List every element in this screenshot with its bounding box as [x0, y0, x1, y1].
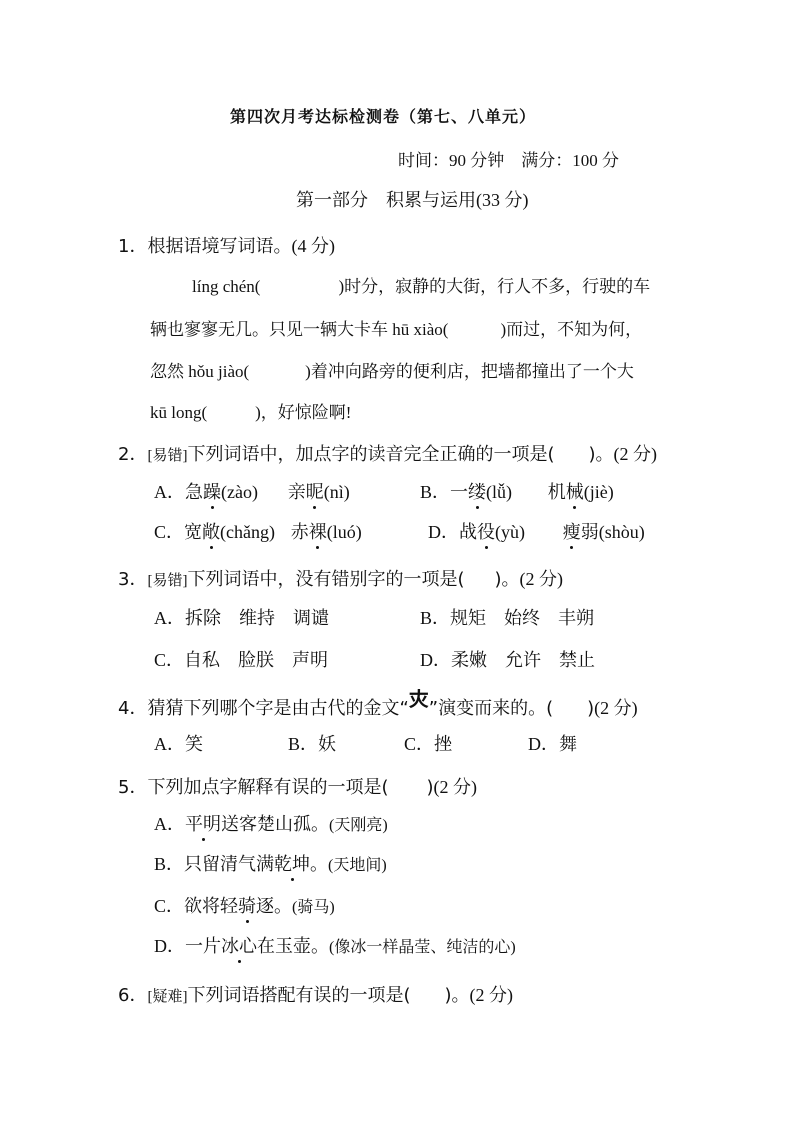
stem-close: )。 — [444, 985, 470, 1006]
q3-option-c[interactable] — [154, 646, 328, 672]
option-letter: C． — [154, 896, 185, 916]
word: 弱 — [580, 522, 599, 543]
pinyin: (zào) — [221, 482, 258, 502]
dotted-char: 裸 — [309, 518, 327, 544]
stem-close: )。 — [588, 444, 614, 465]
option-letter: D． — [428, 522, 459, 542]
question-points: (2 分) — [594, 698, 638, 718]
option-letter: D． — [528, 734, 559, 754]
gloss: (天刚亮) — [329, 817, 388, 834]
question-stem: 下列词语搭配有误的一项是( — [187, 985, 411, 1006]
line-text: )时分，寂静的大街，行人不多，行驶的车 — [338, 277, 651, 296]
difficulty-tag: [易错] — [147, 573, 188, 589]
question-number: 6． — [118, 985, 148, 1006]
option-text: 舞 — [559, 734, 577, 755]
dotted-chars: 冰心 — [221, 932, 257, 958]
option-text: 自私 脸朕 声明 — [184, 650, 329, 671]
question-number: 5． — [118, 777, 148, 798]
gloss: (天地间) — [328, 857, 387, 874]
word: 战 — [459, 522, 477, 543]
line-text: )，好惊险啊! — [255, 403, 352, 422]
exam-title: 第四次月考达标检测卷（第七、八单元） — [230, 107, 537, 126]
option-letter: A． — [154, 482, 185, 502]
question-2 — [118, 440, 657, 466]
word: 亲 — [287, 482, 306, 503]
line-text: 辆也寥寥无几。只见一辆大卡车 hū xiào( — [150, 320, 449, 339]
question-number: 3． — [118, 569, 148, 590]
q5-option-d[interactable] — [154, 932, 516, 958]
option-letter: C． — [404, 734, 435, 754]
q1-line-2 — [150, 315, 642, 340]
option-letter: B． — [288, 734, 319, 754]
question-points: (2 分) — [613, 444, 658, 464]
option-text: 只留清气满 — [184, 854, 275, 875]
question-points: (2 分) — [433, 777, 478, 797]
q1-line-3 — [150, 357, 634, 382]
q2-option-b[interactable] — [420, 478, 614, 504]
question-5 — [118, 773, 477, 799]
line-text: kū long( — [150, 403, 208, 422]
option-letter: A． — [154, 734, 185, 754]
q2-option-d[interactable] — [428, 518, 645, 544]
line-text: líng chén( — [192, 277, 261, 296]
option-text: 在玉壶。 — [257, 936, 329, 957]
word: 宽 — [184, 522, 203, 543]
option-letter: C． — [154, 650, 185, 670]
pinyin: (chǎng) — [220, 522, 275, 542]
dotted-char: 瘦 — [563, 518, 581, 544]
pinyin: (shòu) — [598, 522, 645, 542]
option-letter: A． — [154, 608, 185, 628]
difficulty-tag: [易错] — [147, 448, 188, 464]
option-text: 笑 — [185, 734, 203, 755]
dotted-char: 昵 — [306, 478, 324, 504]
word: 机 — [547, 482, 566, 503]
q3-option-d[interactable] — [420, 646, 595, 672]
pinyin: (yù) — [495, 522, 525, 542]
option-text: 规矩 始终 丰朔 — [450, 608, 595, 629]
dotted-char: 械 — [566, 478, 584, 504]
option-letter: C． — [154, 522, 185, 542]
question-number: 1． — [118, 236, 148, 257]
q4-option-d[interactable] — [528, 730, 577, 756]
stem-close: ) — [587, 698, 595, 719]
dotted-chars: 平明 — [185, 810, 221, 836]
dotted-char: 敞 — [202, 518, 220, 544]
stem-close: )。 — [494, 569, 520, 590]
q5-option-c[interactable] — [154, 892, 335, 918]
question-4 — [118, 687, 638, 720]
option-letter: D． — [420, 650, 451, 670]
stem-close: ) — [426, 777, 434, 798]
line-text: )而过，不知为何， — [500, 320, 643, 339]
pinyin: (luó) — [326, 522, 362, 542]
word: 急 — [185, 482, 203, 503]
q4-option-a[interactable] — [154, 730, 203, 756]
question-stem: 根据语境写词语。 — [147, 236, 292, 257]
option-text: 欲将轻 — [184, 896, 239, 917]
option-letter: B． — [154, 854, 185, 874]
q1-line-1 — [192, 272, 650, 297]
q4-option-b[interactable] — [288, 730, 336, 756]
exam-meta: 时间：90 分钟 满分：100 分 — [398, 151, 619, 170]
section-heading: 第一部分 积累与运用(33 分) — [296, 190, 529, 210]
option-text: 挫 — [434, 734, 453, 755]
option-text: 送客楚山孤。 — [221, 814, 329, 835]
option-text: 拆除 维持 调谴 — [185, 608, 329, 629]
question-1 — [118, 232, 335, 258]
option-text: 妖 — [318, 734, 337, 755]
word: 赤 — [290, 522, 309, 543]
q4-option-c[interactable] — [404, 730, 452, 756]
pinyin: (lǚ) — [486, 482, 513, 502]
q2-option-c[interactable] — [154, 518, 362, 544]
q3-option-b[interactable] — [420, 604, 594, 630]
question-number: 4． — [118, 698, 148, 719]
option-letter: B． — [420, 608, 451, 628]
question-stem: 猜猜下列哪个字是由古代的金文“ — [147, 698, 409, 719]
difficulty-tag: [疑难] — [147, 989, 188, 1005]
question-points: (2 分) — [519, 569, 564, 589]
question-6 — [118, 981, 513, 1007]
dotted-chars: 乾坤 — [274, 850, 310, 876]
dotted-char: 役 — [477, 518, 495, 544]
question-stem: ”演变而来的。( — [428, 698, 554, 719]
bronze-script-glyph-image: 𡗜 — [408, 687, 429, 711]
q5-option-b[interactable] — [154, 850, 387, 876]
option-text: 柔嫩 允许 禁止 — [451, 650, 595, 671]
question-stem: 下列加点字解释有误的一项是( — [147, 777, 389, 798]
q3-option-a[interactable] — [154, 604, 329, 630]
line-text: )着冲向路旁的便利店，把墙都撞出了一个大 — [305, 362, 634, 381]
gloss: (像冰一样晶莹、纯洁的心) — [329, 939, 516, 956]
option-text: 一片 — [185, 936, 221, 957]
option-letter: A． — [154, 814, 185, 834]
question-points: (4 分) — [291, 236, 335, 256]
question-points: (2 分) — [469, 985, 514, 1005]
question-stem: 下列词语中，加点字的读音完全正确的一项是( — [187, 444, 555, 465]
option-text: 逐。 — [256, 896, 293, 917]
question-stem: 下列词语中，没有错别字的一项是( — [187, 569, 465, 590]
q1-line-4 — [150, 398, 351, 423]
q2-option-a[interactable] — [154, 478, 350, 504]
option-letter: D． — [154, 936, 185, 956]
dotted-chars: 骑 — [238, 892, 256, 918]
dotted-char: 缕 — [468, 478, 486, 504]
q5-option-a[interactable] — [154, 810, 388, 836]
word: 一 — [450, 482, 469, 503]
pinyin: (nì) — [323, 482, 350, 502]
gloss: (骑马) — [292, 899, 335, 916]
line-text: 忽然 hǒu jiào( — [150, 362, 250, 381]
option-letter: B． — [420, 482, 451, 502]
option-text: 。 — [310, 854, 329, 875]
dotted-char: 躁 — [203, 478, 221, 504]
pinyin: (jiè) — [583, 482, 614, 502]
question-3 — [118, 565, 563, 591]
question-number: 2． — [118, 444, 148, 465]
